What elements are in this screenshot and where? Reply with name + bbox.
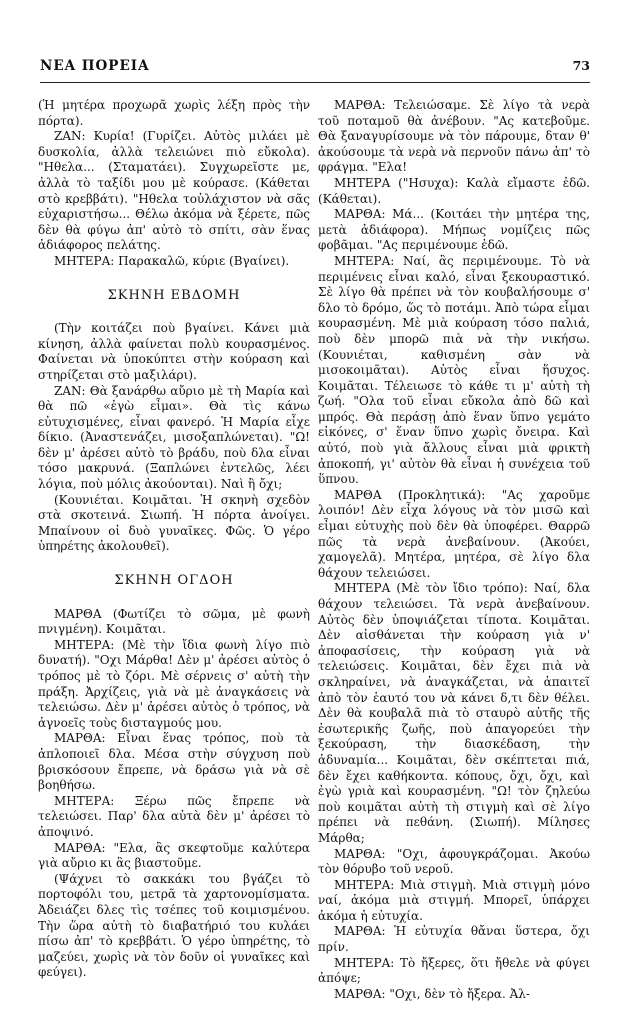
header-rule <box>40 82 590 83</box>
paragraph: ΖΑΝ: Θὰ ξανάρθω αὔριο μὲ τὴ Μαρία καὶ θὰ πῶ «ἐγὼ εἶμαι». Θὰ τὶς κάνω εὐτυχισμένες, εἶναι φανερό. Ἡ Μαρία εἶχε δίκιο. (Ἀναστενάζει, μισοξαπλώνεται). "Ω! δὲν μ' ἀρέσει αὐτὸ τὸ βράδυ, ποὺ δλα εἶναι τόσο μακρυνά. (Ξαπλώνει ἐντελῶς, λέει λόγια, ποὺ μόλις ἀκούονται). Ναὶ ἢ ὄχι; <box>38 383 310 492</box>
paragraph: (Ψάχνει τὸ σακκάκι του βγάζει τὸ πορτοφόλι του, μετρᾶ τὰ χαρτονομίσματα. Ἀδειάζει δλες τὶς τσέπες τοῦ κοιμισμένου. Τὴν ὥρα αὐτὴ τὸ διαβατήριό του κυλάει πίσω ἀπ' τὸ κρεββάτι. Ὁ γέρο ὑπηρέτης, τὸ μαζεύει, χωρὶς νὰ τὸν δοῦν οἱ γυναῖκες καὶ φεύγει). <box>38 871 310 980</box>
paragraph: (Κουνιέται. Κοιμᾶται. Ἡ σκηνὴ σχεδὸν στὰ σκοτεινά. Σιωπή. Ἡ πόρτα ἀνοίγει. Μπαίνουν οἱ δυὸ γυναῖκες. Φῶς. Ὁ γέρο ὑπηρέτης ἀκολουθεῖ). <box>38 492 310 554</box>
paragraph: ΜΗΤΕΡΑ: (Μὲ τὴν ἴδια φωνὴ λίγο πιὸ δυνατή). "Οχι Μάρθα! Δὲν μ' ἀρέσει αὐτὸς ὁ τρόπος μὲ τὸ ζόρι. Μὲ σέρνεις σ' αὐτὴ τὴν πράξη. Ἀρχίζεις, γιὰ νὰ μὲ ἀναγκάσεις νὰ τελειώσω. Δὲν μ' ἀρέσει αὐτὸς ὁ τρόπος, νὰ ἀγνοεῖς τοὺς δισταγμούς μου. <box>38 637 310 730</box>
scene-heading: ΣΚΗΝΗ ΕΒΔΟΜΗ <box>107 287 241 303</box>
paragraph: ΜΑΡΘΑ: "Ελα, ἂς σκεφτοῦμε καλύτερα γιὰ αὔριο κι ἂς βιαστοῦμε. <box>38 840 310 871</box>
paragraph: ΜΗΤΕΡΑ: Ναί, ἂς περιμένουμε. Τὸ νὰ περιμένεις εἶναι καλό, εἶναι ξεκουραστικό. Σὲ λίγο θὰ πρέπει νὰ τὸν κουβαλήσουμε σ' δλο τὸ δρόμο, ὥς τὸ ποτάμι. Ἀπὸ τώρα εἶμαι κουρασμένη. Μὲ μιὰ κούραση τόσο παλιά, ποὺ δὲν μπορῶ πιὰ νὰ τὴν νικήσω. (Κουνιέται, καθισμένη σὰν νὰ μισοκοιμᾶται). Αὐτὸς εἶναι ἥσυχος. Κοιμᾶται. Τέλειωσε τὸ κάθε τι μ' αὐτὴ τὴ ζωή. "Ολα τοῦ εἶναι εὔκολα ἀπὸ δῶ καὶ μπρός. Θὰ περάσῃ ἀπὸ ἕναν ὕπνο γεμάτο εἰκόνες, σ' ἕναν ὕπνο χωρὶς ὄνειρα. Καὶ αὐτό, ποὺ γιὰ ἄλλους εἶναι μιὰ φρικτὴ ἀποκοπή, γι' αὐτὸν θὰ εἶναι ἡ συνέχεια τοῦ ὕπνου. <box>318 253 590 487</box>
paragraph: (Τὴν κοιτάζει ποὺ βγαίνει. Κάνει μιὰ κίνηση, ἀλλὰ φαίνεται πολὺ κουρασμένος. Φαίνεται νὰ ὑποκύπτει στὴν κούραση καὶ στηρίζεται στὸ μαξιλάρι). <box>38 321 310 382</box>
paragraph: ΜΑΡΘΑ: "Οχι, ἀφουγκράζομαι. Ἀκούω τὸν θόρυβο τοῦ νεροῦ. <box>318 846 590 877</box>
page-header <box>40 58 590 80</box>
paragraph: ΜΗΤΕΡΑ: Τὸ ἤξερες, ὅτι ἤθελε νὰ φύγει ἀπόψε; <box>318 955 590 986</box>
paragraph: ΜΗΤΕΡΑ: Ξέρω πῶς ἔπρεπε νὰ τελειώσει. Παρ' δλα αὐτὰ δὲν μ' ἀρέσει τὸ ἀποψινό. <box>38 793 310 839</box>
right-column <box>318 98 590 1002</box>
paragraph: ΜΗΤΕΡΑ: Μιὰ στιγμὴ. Μιὰ στιγμὴ μόνο ναί, ἀκόμα μιὰ στιγμή. Μπορεῖ, ὑπάρχει ἀκόμα ἡ εὐτυχία. <box>318 877 590 923</box>
paragraph: ΜΗΤΕΡΑ (Μὲ τὸν ἴδιο τρόπο): Ναί, δλα θάχουν τελειώσει. Τὰ νερὰ ἀνεβαίνουν. Αὐτὸς δὲν ὑποψιάζεται τίποτα. Κοιμᾶται. Δὲν αἰσθάνεται τὴν κούραση γιὰ ν' ἀποφασίσεις, τὴν κούραση γιὰ νὰ τελειώσεις. Κοιμᾶται, δὲν ἔχει πιὰ νὰ σκληραίνει, νὰ ἀναγκάζεται, νὰ ἀπαιτεῖ ἀπὸ τὸν ἑαυτό του νὰ κάνει δ,τι δὲν θέλει. Δὲν θὰ κουβαλᾶ πιὰ τὸ σταυρὸ αὐτῆς τῆς ἐσωτερικῆς ζωῆς, ποὺ ἀπαγορεύει τὴν ξεκούραση, τὴν διασκέδαση, τὴν ἀδυναμία... Κοιμᾶται, δὲν σκέπτεται πιά, δὲν ἔχει καθήκοντα. κόπους, ὄχι, ὄχι, καὶ ἐγὼ γριὰ καὶ κουρασμένη. "Ω! τὸν ζηλεύω ποὺ κοιμᾶται αὐτὴ τὴ στιγμὴ καὶ σὲ λίγο πρέπει νὰ πεθάνη. (Σιωπή). Μίλησες Μάρθα; <box>318 581 590 845</box>
paragraph: ΜΑΡΘΑ: "Οχι, δὲν τὸ ἤξερα. Ἀλ- <box>334 986 530 1001</box>
paragraph: ΜΑΡΘΑ: Μά... (Κοιτάει τὴν μητέρα της, μετὰ ἀδιάφορα). Μήπως νομίζεις πῶς φοβᾶμαι. "Ας περιμένουμε ἐδῶ. <box>318 207 590 253</box>
paragraph: ΖΑΝ: Κυρία! (Γυρίζει. Αὐτὸς μιλάει μὲ δυσκολία, ἀλλὰ τελειώνει πιὸ εὔκολα). "Ηθελα... (Σταματάει). Συγχωρεῖστε με, ἀλλὰ τὸ ταξίδι μου μὲ κούρασε. (Κάθεται στὸ κρεββάτι). "Ηθελα τοὐλάχιστον νὰ σᾶς εὐχαριστήσω... Θέλω ἀκόμα νὰ ξέρετε, πῶς δὲν θὰ φύγω ἀπ' αὐτὸ τὸ σπίτι, σὰν ἕνας ἀδιάφορος πελάτης. <box>38 129 310 253</box>
running-title: ΝΕΑ ΠΟΡΕΙΑ <box>40 58 150 74</box>
paragraph: ΜΗΤΕΡΑ ("Ησυχα): Καλὰ εἴμαστε ἐδῶ. (Κάθεται). <box>318 175 590 206</box>
paragraph: ΜΑΡΘΑ (Φωτίζει τὸ σῶμα, μὲ φωνὴ πνιγμένη). Κοιμᾶται. <box>38 606 310 637</box>
paragraph: ΜΑΡΘΑ: Τελειώσαμε. Σὲ λίγο τὰ νερὰ τοῦ ποταμοῦ θὰ ἀνέβουν. "Ας κατεβοῦμε. Θὰ ξαναγυρίσουμε νὰ τὸν πάρουμε, δταν θ' ἀκούσουμε τὰ νερὰ νὰ περνοῦν πάνω ἀπ' τὸ φράγμα. "Ελα! <box>318 98 590 175</box>
paragraph: ΜΑΡΘΑ: Ἡ εὐτυχία θἄναι ὕστερα, ὄχι πρίν. <box>318 924 590 955</box>
paragraph: (Ἡ μητέρα προχωρᾶ χωρὶς λέξη πρὸς τὴν πόρτα). <box>38 98 310 128</box>
page-number: 73 <box>572 58 590 73</box>
paragraph: ΜΗΤΕΡΑ: Παρακαλῶ, κύριε (Βγαίνει). <box>54 253 290 268</box>
paragraph: ΜΑΡΘΑ (Προκλητικά): "Ας χαροῦμε λοιπόν! Δὲν εἶχα λόγους νὰ τὸν μισῶ καὶ εἶμαι εὐτυχὴς ποὺ δὲν θὰ ὑποφέρει. Θαρρῶ πῶς τὰ νερὰ ἀνεβαίνουν. (Ἀκούει, χαμογελᾶ). Μητέρα, μητέρα, σὲ λίγο δλα θάχουν τελειώσει. <box>318 487 590 580</box>
left-column <box>38 98 310 981</box>
scene-heading: ΣΚΗΝΗ ΟΓΔΟΗ <box>114 573 234 589</box>
paragraph: ΜΑΡΘΑ: Εἶναι ἕνας τρόπος, ποὺ τὰ ἁπλοποιεῖ δλα. Μέσα στὴν σύγχυση ποὺ βρισκόσουν ἔπρεπε, νὰ δράσω γιὰ νὰ σὲ βοηθήσω. <box>38 731 310 793</box>
